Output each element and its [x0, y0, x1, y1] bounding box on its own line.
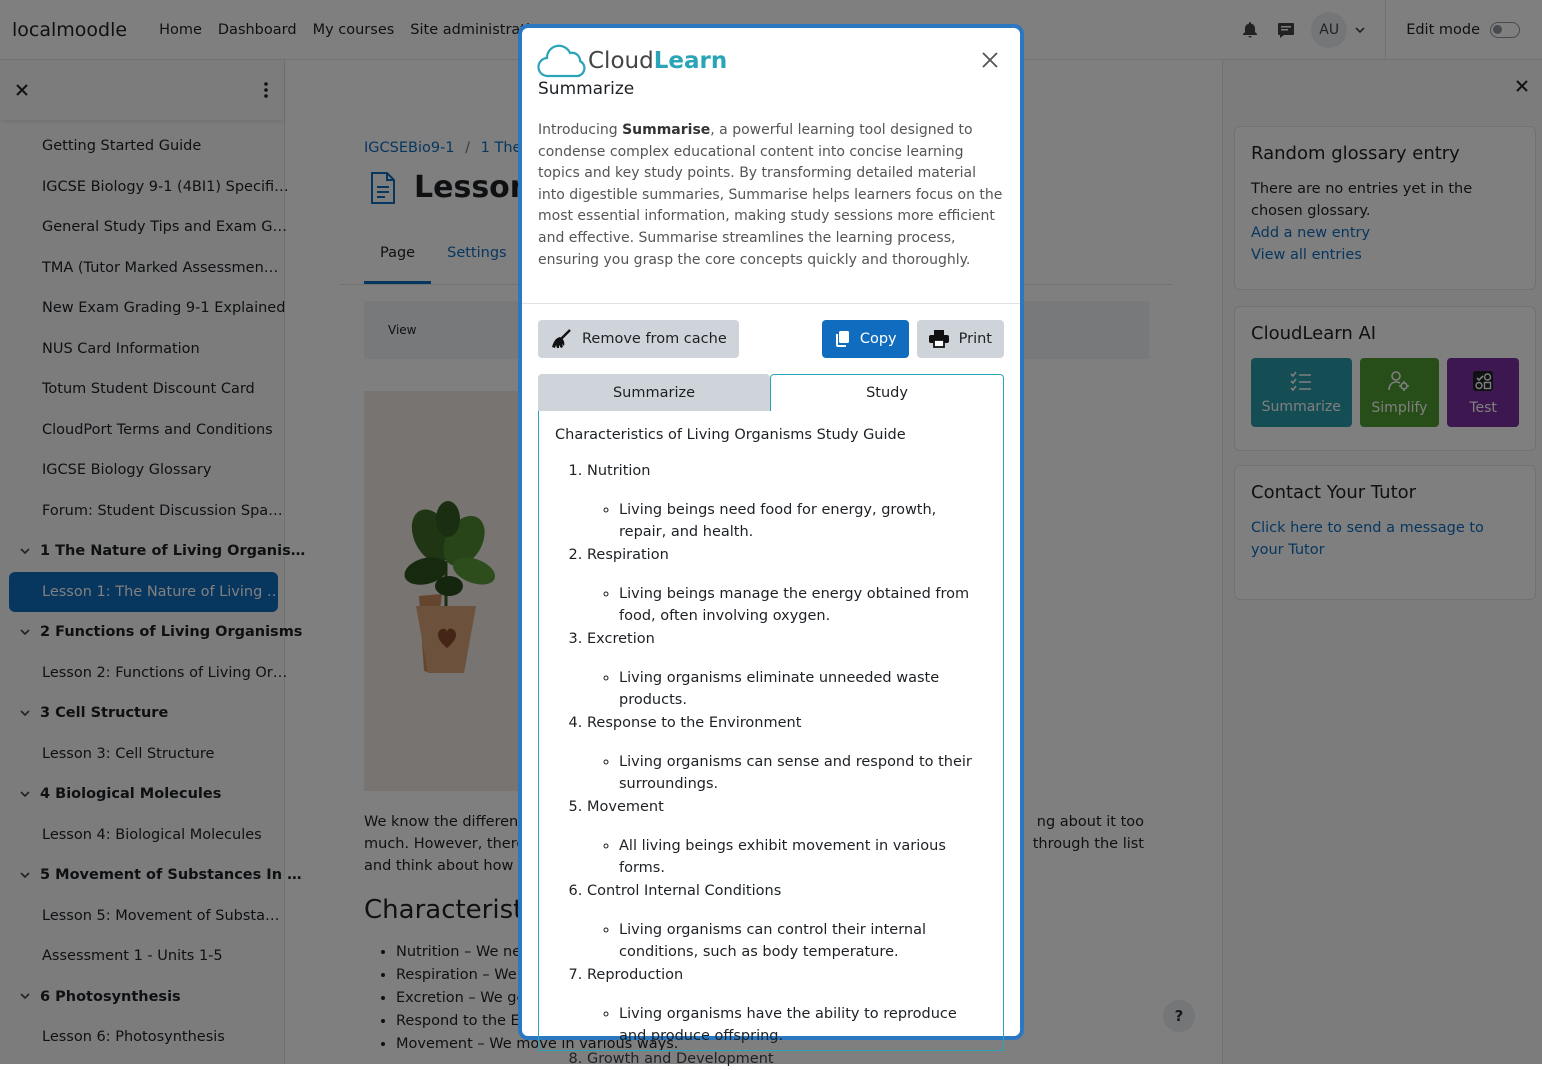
study-guide-heading: Excretion [587, 631, 655, 647]
modal-title: Summarize [538, 79, 635, 99]
study-guide-item [587, 796, 987, 879]
study-guide-heading: Growth and Development [587, 1051, 774, 1067]
remove-cache-label: Remove from cache [582, 331, 727, 347]
broom-icon [550, 329, 572, 349]
study-guide-heading: Reproduction [587, 967, 684, 983]
tab-summarize[interactable]: Summarize [538, 374, 770, 411]
desc-post: , a powerful learning tool designed to condense complex educational content into concise learning topics and key study points. By transforming detailed material into digestible summaries, Summarise helps learners focus on the most essential information, making study sessions more efficient and effective. Summarise streamlines the learning process, ensuring you grasp the core concepts quickly and thoroughly. [538, 122, 1003, 268]
modal-description [538, 120, 1004, 271]
modal-header [522, 28, 1020, 304]
copy-icon [834, 330, 850, 348]
copy-print-group [822, 320, 1004, 358]
study-guide-point: ◦ Living organisms have the ability to reproduce and produce offspring. [619, 1003, 987, 1047]
close-icon[interactable] [982, 52, 998, 68]
study-guide-content [538, 411, 1004, 1067]
study-guide-sublist [587, 751, 987, 795]
copy-label: Copy [859, 331, 897, 347]
study-guide-heading: Response to the Environment [587, 715, 802, 731]
study-guide-heading: Control Internal Conditions [587, 883, 782, 899]
study-guide-sublist [587, 583, 987, 627]
modal-tabs [538, 374, 1004, 411]
print-button[interactable] [917, 320, 1004, 358]
desc-pre: Introducing [538, 122, 623, 138]
cloud-icon [538, 44, 586, 78]
study-guide-heading: Movement [587, 799, 664, 815]
cloudlearn-logo [538, 44, 1004, 78]
print-icon [929, 330, 949, 348]
study-guide-heading: Nutrition [587, 463, 651, 479]
logo-text [588, 48, 727, 74]
study-guide-point: ◦ Living organisms eliminate unneeded waste products. [619, 667, 987, 711]
study-guide-point: ◦ All living beings exhibit movement in various forms. [619, 835, 987, 879]
study-guide-sublist [587, 1003, 987, 1047]
study-guide-sublist [587, 835, 987, 879]
desc-bold: Summarise [622, 122, 711, 138]
logo-text-learn: Learn [653, 48, 728, 74]
summarize-modal [518, 24, 1024, 1067]
study-guide-title: Characteristics of Living Organisms Study Guide [555, 427, 906, 443]
study-guide-sublist [587, 667, 987, 711]
study-guide-sublist [587, 919, 987, 963]
study-guide-list [555, 460, 987, 1070]
study-guide-item [587, 460, 987, 543]
study-guide-item [587, 1048, 987, 1070]
study-guide-sublist [587, 499, 987, 543]
copy-button[interactable] [822, 320, 909, 358]
study-guide-item [587, 544, 987, 627]
study-guide-point: ◦ Living organisms can control their internal conditions, such as body temperature. [619, 919, 987, 963]
study-guide-item [587, 628, 987, 711]
study-guide-heading: Respiration [587, 547, 669, 563]
study-guide-item [587, 712, 987, 795]
study-guide-point: ◦ Living beings manage the energy obtained from food, often involving oxygen. [619, 583, 987, 627]
study-guide-point: ◦ Living organisms can sense and respond to their surroundings. [619, 751, 987, 795]
study-guide-item [587, 964, 987, 1047]
print-label: Print [958, 331, 992, 347]
logo-text-cloud: Cloud [588, 48, 654, 74]
tab-study[interactable]: Study [770, 374, 1004, 411]
remove-from-cache-button[interactable] [538, 320, 739, 358]
modal-actions [522, 304, 1020, 358]
study-guide-point: ◦ Living beings need food for energy, growth, repair, and health. [619, 499, 987, 543]
study-guide-item [587, 880, 987, 963]
